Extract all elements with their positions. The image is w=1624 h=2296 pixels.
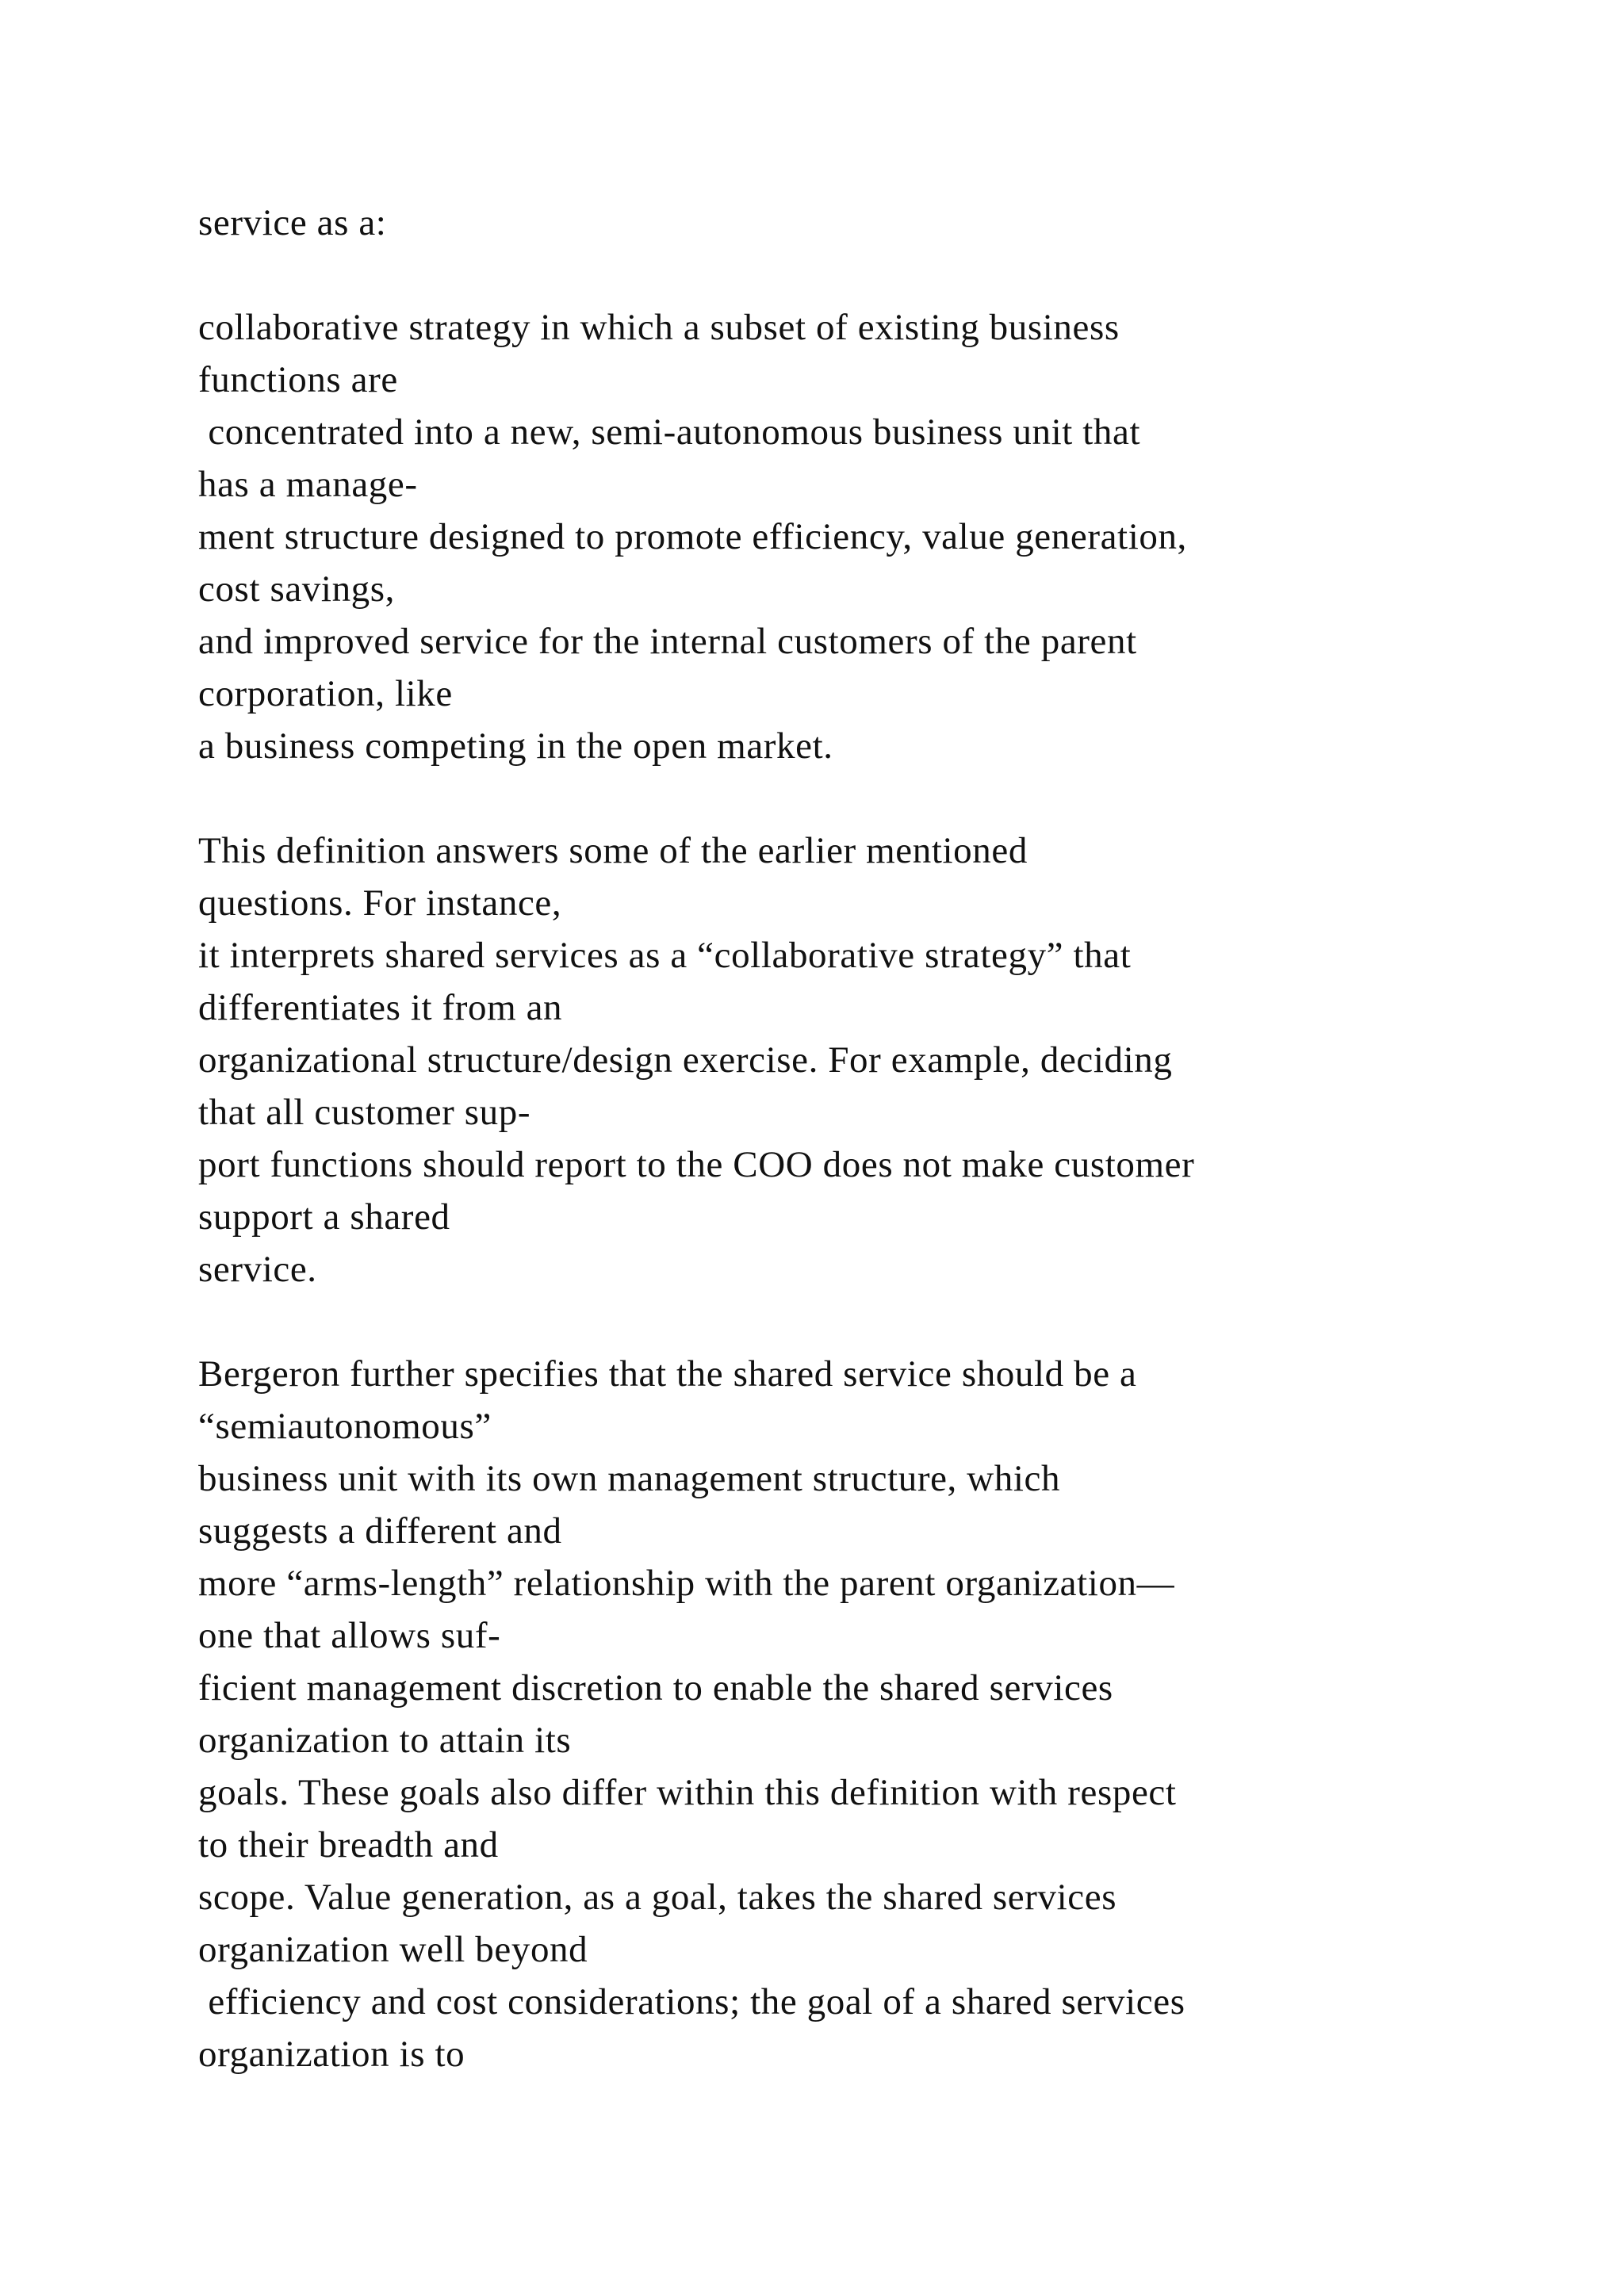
text-line: to their breadth and: [198, 1824, 499, 1866]
text-line: it interprets shared services as a “collaborative strategy” that: [198, 935, 1132, 976]
text-line: concentrated into a new, semi-autonomous business unit that: [198, 411, 1141, 453]
text-line: a business competing in the open market.: [198, 725, 833, 767]
text-line: functions are: [198, 359, 398, 400]
text-line: ment structure designed to promote efficiency, value generation,: [198, 516, 1187, 557]
text-line: questions. For instance,: [198, 882, 562, 924]
text-line: suggests a different and: [198, 1510, 562, 1552]
text-line: support a shared: [198, 1196, 450, 1238]
text-line: service as a:: [198, 202, 387, 243]
blank-line: [198, 772, 1435, 825]
text-line: efficiency and cost considerations; the goal of a shared services: [198, 1981, 1185, 2022]
text-line: Bergeron further specifies that the shared service should be a: [198, 1353, 1137, 1395]
text-line: ficient management discretion to enable the shared services: [198, 1667, 1113, 1709]
text-line: collaborative strategy in which a subset of existing business: [198, 307, 1120, 348]
text-line: organization well beyond: [198, 1929, 588, 1970]
text-line: corporation, like: [198, 673, 453, 714]
text-line: goals. These goals also differ within this definition with respect: [198, 1772, 1177, 1813]
text-line: scope. Value generation, as a goal, takes the shared services: [198, 1877, 1117, 1918]
blank-line: [198, 1295, 1435, 1348]
text-line: service.: [198, 1249, 317, 1290]
text-line: “semiautonomous”: [198, 1406, 492, 1447]
text-line: This definition answers some of the earlier mentioned: [198, 830, 1028, 871]
text-line: organizational structure/design exercise. For example, deciding: [198, 1039, 1173, 1081]
text-line: has a manage-: [198, 464, 418, 505]
text-line: differentiates it from an: [198, 987, 563, 1028]
text-line: port functions should report to the COO does not make customer: [198, 1144, 1195, 1185]
blank-line: [198, 249, 1435, 301]
text-line: organization to attain its: [198, 1720, 572, 1761]
document-body: [198, 197, 1435, 2080]
text-line: more “arms-length” relationship with the parent organization—: [198, 1563, 1175, 1604]
text-line: that all customer sup-: [198, 1092, 531, 1133]
text-line: and improved service for the internal customers of the parent: [198, 621, 1137, 662]
text-line: business unit with its own management structure, which: [198, 1458, 1061, 1499]
text-line: cost savings,: [198, 568, 396, 610]
text-line: one that allows suf-: [198, 1615, 501, 1656]
text-line: organization is to: [198, 2034, 465, 2075]
